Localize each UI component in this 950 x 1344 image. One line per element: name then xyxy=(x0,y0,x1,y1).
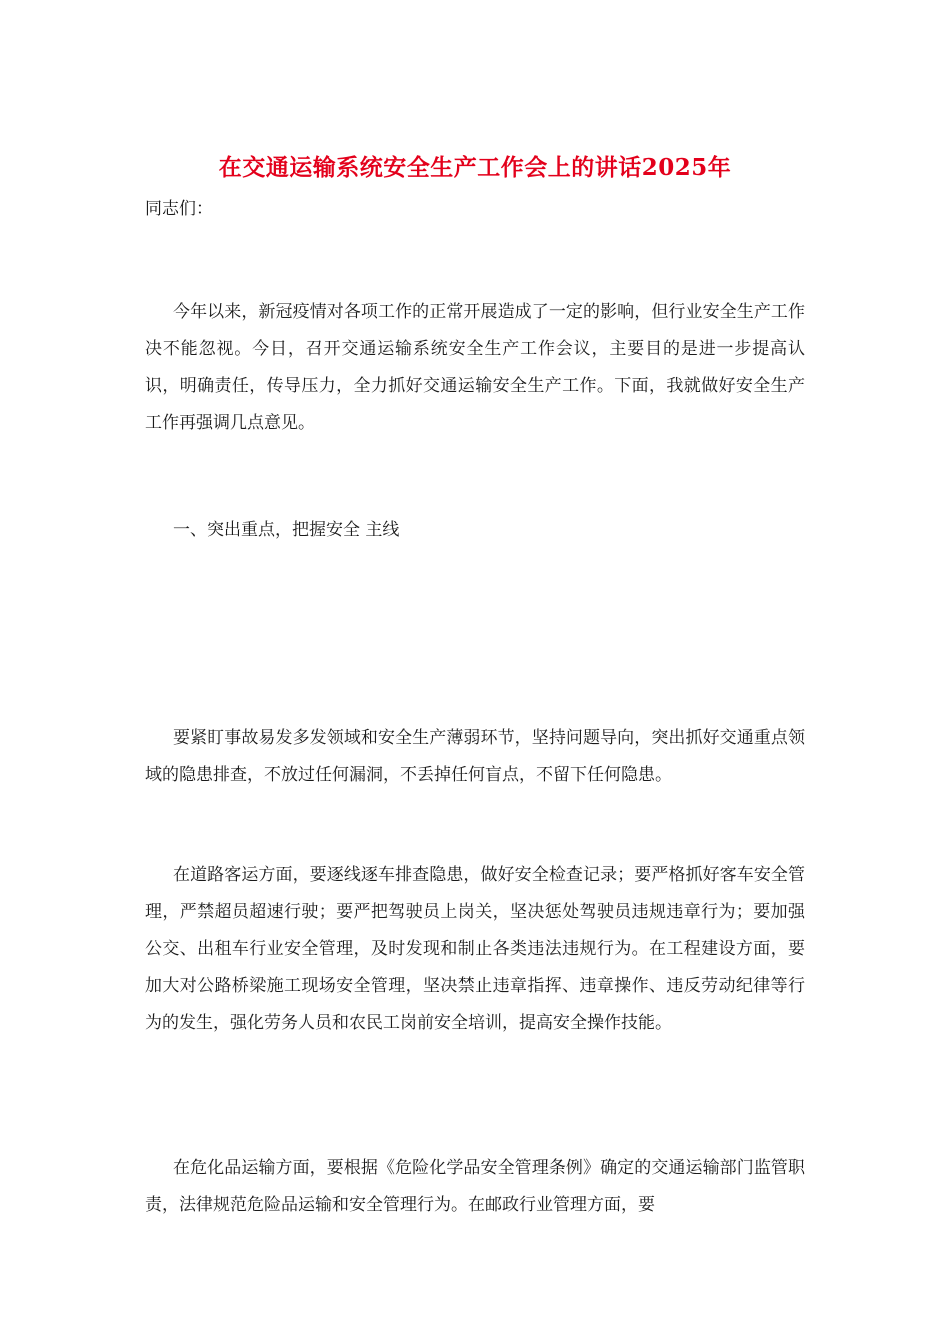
paragraph-road-transport: 在道路客运方面，要逐线逐车排查隐患，做好安全检查记录；要严格抓好客车安全管理，严禁超员超速行驶；要严把驾驶员上岗关，坚决惩处驾驶员违规违章行为；要加强公交、出租车行业安全管理，及时发现和制止各类违法违规行为。在工程建设方面，要加大对公路桥梁施工现场安全管理，坚决禁止违章指挥、违章操作、违反劳动纪律等行为的发生，强化劳务人员和农民工岗前安全培训，提高安全操作技能。 xyxy=(145,865,805,1033)
document-title: 在交通运输系统安全生产工作会上的讲话2025年 xyxy=(218,154,732,181)
paragraph-hazmat: 在危化品运输方面，要根据《危险化学品安全管理条例》确定的交通运输部门监管职责，法律规范危险品运输和安全管理行为。在邮政行业管理方面，要 xyxy=(145,1158,805,1215)
paragraph-focus: 要紧盯事故易发多发领域和安全生产薄弱环节，坚持问题导向，突出抓好交通重点领域的隐患排查，不放过任何漏洞，不丢掉任何盲点，不留下任何隐患。 xyxy=(145,728,805,785)
section-heading-1: 一、突出重点，把握安全 主线 xyxy=(173,520,400,540)
paragraph-intro: 今年以来，新冠疫情对各项工作的正常开展造成了一定的影响，但行业安全生产工作决不能忽视。今日，召开交通运输系统安全生产工作会议，主要目的是进一步提高认识，明确责任，传导压力，全力抓好交通运输安全生产工作。下面，我就做好安全生产工作再强调几点意见。 xyxy=(145,302,805,433)
greeting-text: 同志们： xyxy=(145,199,213,219)
